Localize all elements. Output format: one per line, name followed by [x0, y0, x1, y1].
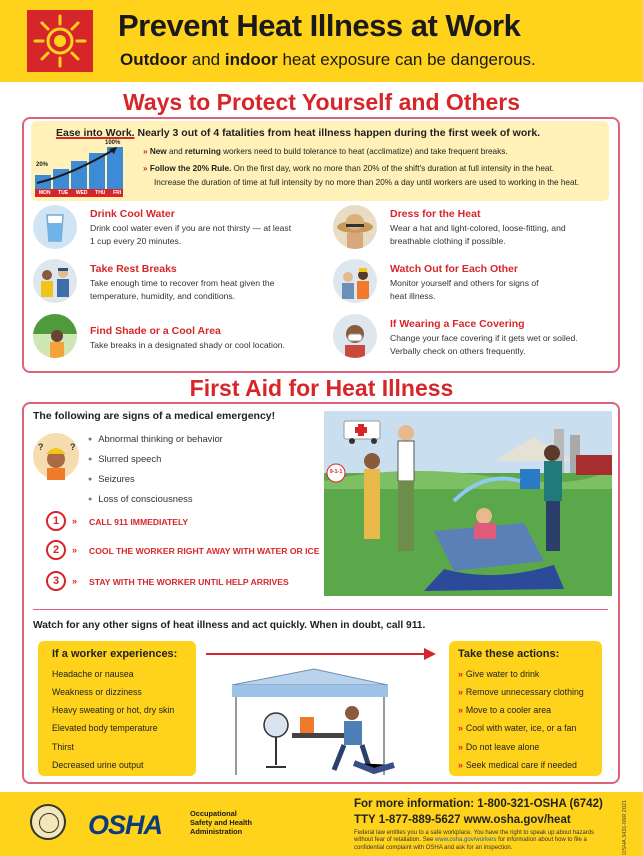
experience-item: Elevated body temperature [52, 723, 158, 733]
tip-title: Drink Cool Water [90, 208, 175, 220]
ease-bullet-2-cont: Increase the duration of time at full intensity by no more than 20% a day until workers are used to working in the heat. [154, 178, 580, 187]
info-phone: For more information: 1-800-321-OSHA (6742) [354, 798, 603, 810]
action-item: » Move to a cooler area [458, 705, 551, 715]
day-label: WED [75, 190, 88, 196]
step-number: 3 [46, 571, 66, 591]
experience-item: Thirst [52, 742, 74, 752]
tip-body: Change your face covering if it gets wet or soiled. Verbally check on others frequently. [390, 333, 578, 356]
tip-title: Find Shade or a Cool Area [90, 325, 221, 337]
face-mask-icon [333, 314, 377, 358]
first-aid-section-title: First Aid for Heat Illness [189, 375, 454, 401]
chart-high-label: 100% [105, 140, 121, 146]
chart-low-label: 20% [36, 162, 49, 168]
footer [0, 792, 643, 856]
sign-item: ● Slurred speech [88, 453, 161, 464]
experience-item: Heavy sweating or hot, dry skin [52, 705, 175, 715]
actions-title: Take these actions: [458, 648, 560, 660]
protect-section-title: Ways to Protect Yourself and Others [122, 89, 521, 115]
page-title: Prevent Heat Illness at Work [118, 8, 521, 43]
day-label: MON [38, 190, 51, 196]
workers-link[interactable]: www.osha.gov/workers [435, 837, 497, 844]
ease-bullet-1: » New and returning workers need to build tolerance to heat (acclimatize) and take frequent breaks. [143, 147, 508, 156]
tip-title: If Wearing a Face Covering [390, 318, 525, 330]
doc-code: OSHA 3431-06R 2021 [622, 800, 628, 855]
emergency-heading: The following are signs of a medical emergency! [33, 410, 276, 422]
shade-tree-icon [33, 314, 77, 358]
osha-logo: OSHA [88, 810, 163, 840]
day-label: TUE [58, 190, 69, 196]
experience-item: Headache or nausea [52, 669, 134, 679]
svg-text:?: ? [70, 442, 76, 452]
action-item: » Seek medical care if needed [458, 760, 577, 770]
ease-into-work-box [31, 121, 609, 201]
step-number: 2 [46, 540, 66, 560]
sign-item: ● Loss of consciousness [88, 493, 193, 504]
tip-title: Watch Out for Each Other [390, 263, 518, 275]
tip-body: Drink cool water even if you are not thirsty — at least 1 cup every 20 minutes. [90, 223, 292, 246]
sun-icon [27, 10, 93, 72]
step-number: 1 [46, 511, 66, 531]
divider [33, 609, 608, 610]
tip-body: Monitor yourself and others for signs of heat illness. [390, 278, 539, 301]
step-chevron: » [72, 576, 78, 586]
tip-body: Take enough time to recover from heat given the temperature, humidity, and conditions. [90, 278, 275, 301]
phone-911-label: 9-1-1 [329, 469, 343, 475]
action-item: » Give water to drink [458, 669, 540, 679]
step-text: STAY WITH THE WORKER UNTIL HELP ARRIVES [89, 577, 289, 587]
chart-day-labels [35, 190, 125, 196]
watch-line: Watch for any other signs of heat illness and act quickly. When in doubt, call 911. [33, 620, 426, 631]
step-chevron: » [72, 545, 78, 555]
first-aid-illustration [324, 411, 612, 596]
resting-workers-icon [33, 259, 77, 303]
sun-hat-icon [333, 205, 377, 249]
coworkers-icon [333, 259, 377, 303]
day-label: FRI [113, 190, 122, 196]
rights-fine-print: Federal law entitles you to a safe workplace. You have the right to speak up about hazards without fear of retaliation. See www.osha.gov/workers for information about how to file a confidential complaint with OSHA and ask for an inspection. [354, 830, 595, 851]
experience-item: Decreased urine output [52, 760, 144, 770]
action-item: » Cool with water, ice, or a fan [458, 723, 577, 733]
tip-title: Dress for the Heat [390, 208, 481, 220]
header-banner [0, 0, 643, 82]
page-subtitle: Outdoor and indoor heat exposure can be dangerous. [120, 50, 536, 69]
ease-heading: Ease into Work. Nearly 3 out of 4 fatalities from heat illness happen during the first week of work. [56, 127, 541, 139]
actions-box [449, 641, 602, 776]
step-text: COOL THE WORKER RIGHT AWAY WITH WATER OR ICE [89, 546, 320, 556]
action-item: » Do not leave alone [458, 742, 540, 752]
sign-item: ● Abnormal thinking or behavior [88, 433, 223, 444]
day-label: THU [95, 190, 106, 196]
sign-item: ● Seizures [88, 473, 135, 484]
experiences-box [38, 641, 196, 776]
dol-seal-icon [30, 804, 66, 840]
action-item: » Remove unnecessary clothing [458, 687, 584, 697]
experiences-title: If a worker experiences: [52, 648, 178, 660]
water-glass-icon [33, 205, 77, 249]
tip-body: Wear a hat and light-colored, loose-fitting, and breathable clothing if possible. [390, 223, 566, 246]
info-tty-web: TTY 1-877-889-5627 www.osha.gov/heat [354, 814, 571, 826]
tip-body: Take breaks in a designated shady or cool location. [90, 340, 285, 350]
tip-title: Take Rest Breaks [90, 263, 177, 275]
tent-rest-illustration [204, 645, 438, 780]
osha-full-name: Occupational Safety and Health Administration [190, 809, 253, 836]
experience-item: Weakness or dizziness [52, 687, 142, 697]
confused-worker-icon [32, 432, 80, 480]
step-chevron: » [72, 516, 78, 526]
ease-bullet-2: » Follow the 20% Rule. On the first day, work no more than 20% of the shift's duration at full intensity in the heat. [143, 164, 554, 173]
step-text: CALL 911 IMMEDIATELY [89, 517, 189, 527]
svg-text:?: ? [38, 442, 44, 452]
